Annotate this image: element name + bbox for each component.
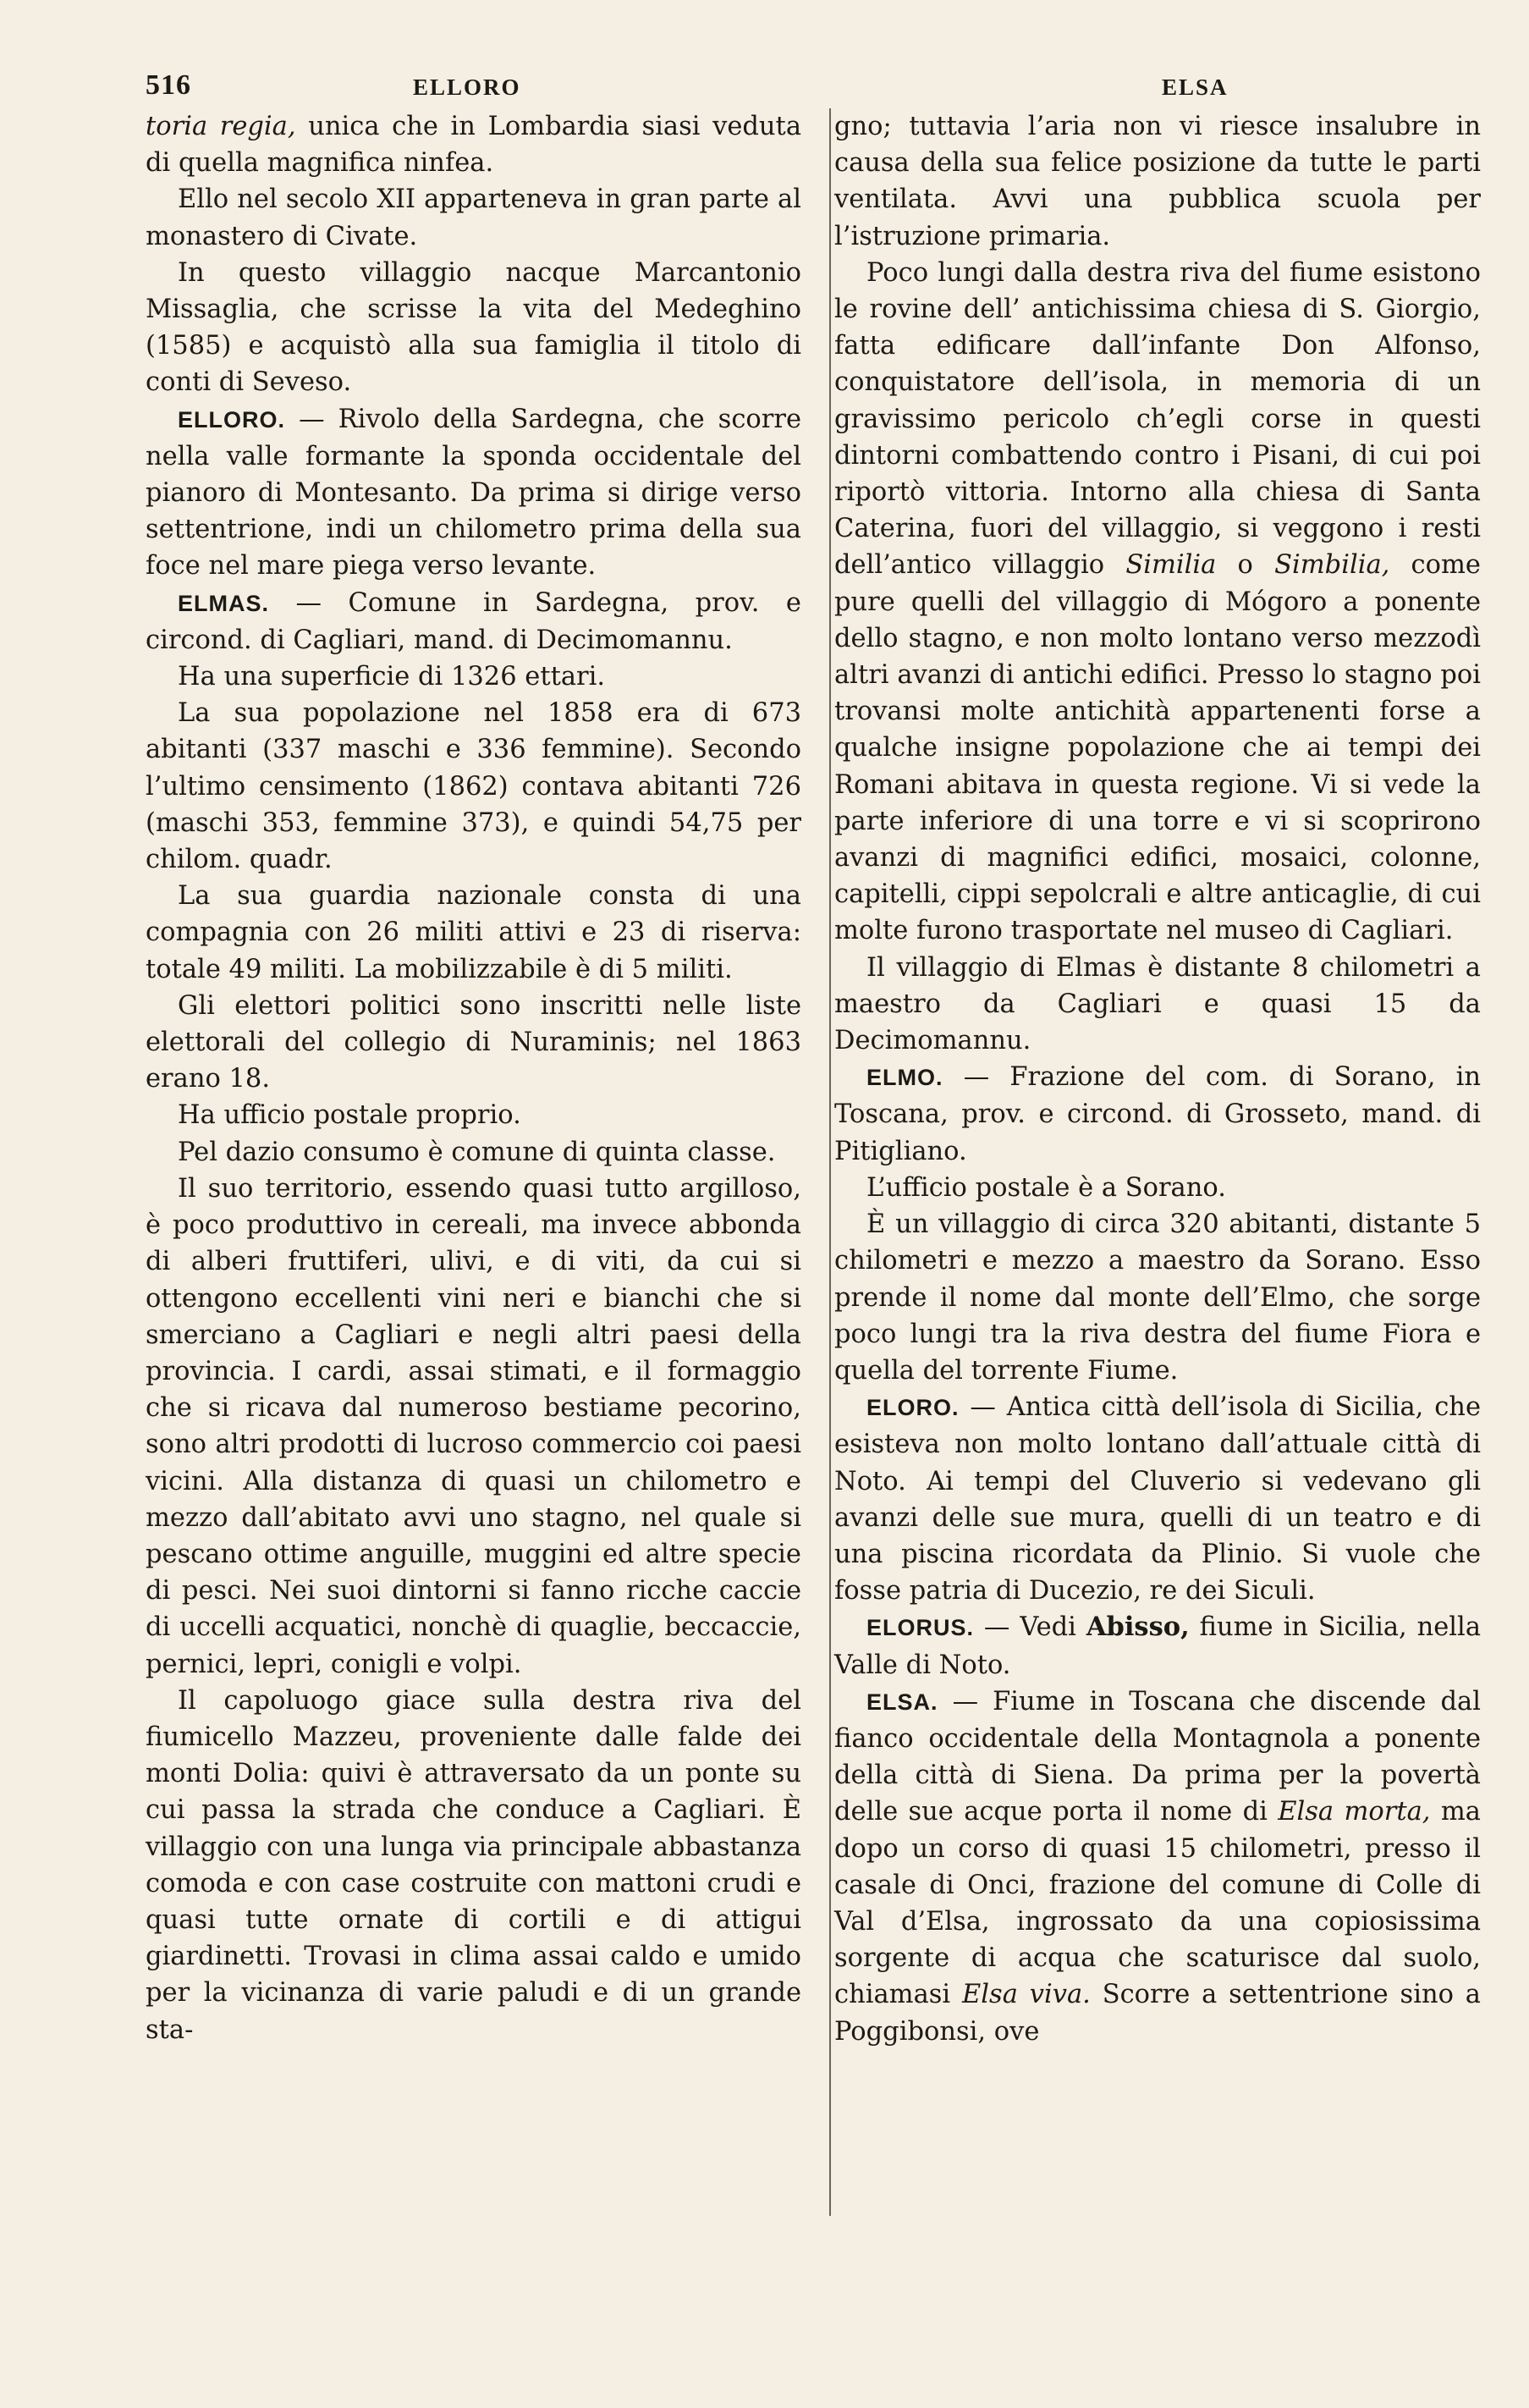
- entry-elmo: ELMO. — Frazione del com. di Sorano, in Toscana, prov. e circond. di Grosseto, mand. di Pitigliano.: [834, 1062, 1481, 1166]
- entry-headword: ELMO.: [866, 1065, 943, 1091]
- entry-elsa: ELSA. — Fiume in Toscana che discende dal fianco occidentale della Montagnola a ponente della città di Siena. Da prima per la povertà delle sue acque porta il nome di Elsa morta, ma dopo un corso di quasi 15 chilometri, presso il casale di Onci, frazione del comune di Colle di Val d’Elsa, ingrossato da una copiosissima sorgente di acqua che scaturisce dal suolo, chiamasi Elsa viva. Scorre a settentrione sino a Poggibonsi, ove: [834, 1686, 1481, 2047]
- paragraph: La sua guardia nazionale consta di una compagnia con 26 militi attivi e 23 di riserva: totale 49 militi. La mobilizzabile è di 5 militi.: [146, 881, 801, 984]
- paragraph: Ello nel secolo XII apparteneva in gran parte al monastero di Civate.: [146, 185, 801, 251]
- entry-headword: ELLORO.: [178, 406, 285, 433]
- right-column: [834, 108, 1481, 2050]
- entry-headword: ELORO.: [866, 1395, 960, 1421]
- paragraph: L’ufficio postale è a Sorano.: [866, 1172, 1226, 1203]
- entry-headword: ELORUS.: [866, 1615, 975, 1641]
- paragraph: Il suo territorio, essendo quasi tutto argilloso, è poco produttivo in cereali, ma invece abbonda di alberi fruttiferi, ulivi, e di viti, da cui si ottengono eccellenti vini neri e bianchi che si smerciano a Cagliari e negli altri paesi della provincia. I cardi, assai stimati, e il formaggio che si ricava dal numeroso bestiame pecorino, sono altri prodotti di lucroso commercio coi paesi vicini. Alla distanza di quasi un chilometro e mezzo dall’abitato avvi uno stagno, nel quale si pescano ottime anguille, muggini ed altre specie di pesci. Nei suoi dintorni si fanno ricche caccie di uccelli acquatici, nonchè di quaglie, beccaccie, pernici, lepri, conigli e volpi.: [146, 1173, 801, 1679]
- paragraph: Il capoluogo giace sulla destra riva del fiumicello Mazzeu, proveniente dalle falde dei monti Dolia: quivi è attraversato da un ponte su cui passa la strada che conduce a Cagliari. È villaggio con una lunga via principale abbastanza comoda e con case costruite con mattoni crudi e quasi tutte ornate di cortili e di attigui giardinetti. Trovasi in clima assai caldo e umido per la vicinanza di varie paludi e di un grande sta-: [146, 1685, 801, 2045]
- paragraph-continuation: toria regia, unica che in Lombardia siasi veduta di quella magnifica ninfea.: [146, 112, 801, 179]
- paragraph: Gli elettori politici sono inscritti nelle liste elettorali del collegio di Nuraminis; nel 1863 erano 18.: [146, 990, 801, 1094]
- paragraph: In questo villaggio nacque Marcantonio Missaglia, che scrisse la vita del Medeghino (1585) e acquistò alla sua famiglia il titolo di conti di Seveso.: [146, 257, 801, 398]
- running-head-left: ELLORO: [413, 74, 521, 100]
- entry-headword: ELSA.: [866, 1689, 938, 1715]
- entry-headword: ELMAS.: [178, 590, 270, 616]
- running-head-right: ELSA: [1162, 74, 1229, 100]
- paragraph: Ha ufficio postale proprio.: [178, 1100, 521, 1131]
- entry-elmas: ELMAS. — Comune in Sardegna, prov. e circond. di Cagliari, mand. di Decimomannu.: [146, 587, 801, 655]
- entry-elorus: ELORUS. — Vedi Abisso, fiume in Sicilia, nella Valle di Noto.: [834, 1612, 1481, 1680]
- paragraph-continuation: gno; tuttavia l’aria non vi riesce insalubre in causa della sua felice posizione da tutte le parti ventilata. Avvi una pubblica scuola per l’istruzione primaria.: [834, 112, 1481, 251]
- left-column: [146, 108, 801, 2048]
- entry-eloro: ELORO. — Antica città dell’isola di Sicilia, che esisteva non molto lontano dall’attuale città di Noto. Ai tempi del Cluverio si vedevano gli avanzi delle sue mura, quelli di un teatro e di una piscina ricordata da Plinio. Si vuole che fosse patria di Ducezio, re dei Siculi.: [834, 1392, 1481, 1606]
- column-divider: [829, 108, 831, 2216]
- paragraph: Poco lungi dalla destra riva del fiume esistono le rovine dell’ antichissima chiesa di S. Giorgio, fatta edificare dall’infante Don Alfonso, conquistatore dell’isola, in memoria di un gravissimo pericolo ch’egli corse in questi dintorni combattendo contro i Pisani, di cui poi riportò vittoria. Intorno alla chiesa di Santa Caterina, fuori del villaggio, si veggono i resti dell’antico villaggio Similia o Simbilia, come pure quelli del villaggio di Mógoro a ponente dello stagno, e non molto lontano verso mezzodì altri avanzi di antichi edifici. Presso lo stagno poi trovansi molte antichità appartenenti forse a qualche insigne popolazione che ai tempi dei Romani abitava in questa regione. Vi si vede la parte inferiore di una torre e vi si scoprirono avanzi di magnifici edifici, mosaici, colonne, capitelli, cippi sepolcrali e altre anticaglie, di cui molte furono trasportate nel museo di Cagliari.: [834, 257, 1481, 946]
- paragraph: Ha una superficie di 1326 ettari.: [178, 662, 606, 692]
- paragraph: Pel dazio consumo è comune di quinta classe.: [178, 1137, 776, 1167]
- paragraph: Il villaggio di Elmas è distante 8 chilometri a maestro da Cagliari e quasi 15 da Decimomannu.: [834, 952, 1481, 1056]
- paragraph: È un villaggio di circa 320 abitanti, distante 5 chilometri e mezzo a maestro da Sorano. Esso prende il nome dal monte dell’Elmo, che sorge poco lungi tra la riva destra del fiume Fiora e quella del torrente Fiume.: [834, 1210, 1481, 1386]
- paragraph: La sua popolazione nel 1858 era di 673 abitanti (337 maschi e 336 femmine). Secondo l’ultimo censimento (1862) contava abitanti 726 (maschi 353, femmine 373), e quindi 54,75 per chilom. quadr.: [146, 698, 801, 875]
- entry-elloro: ELLORO. — Rivolo della Sardegna, che scorre nella valle formante la sponda occidentale del pianoro di Montesanto. Da prima si dirige verso settentrione, indi un chilometro prima della sua foce nel mare piega verso levante.: [146, 404, 801, 581]
- page-number: 516: [146, 69, 191, 101]
